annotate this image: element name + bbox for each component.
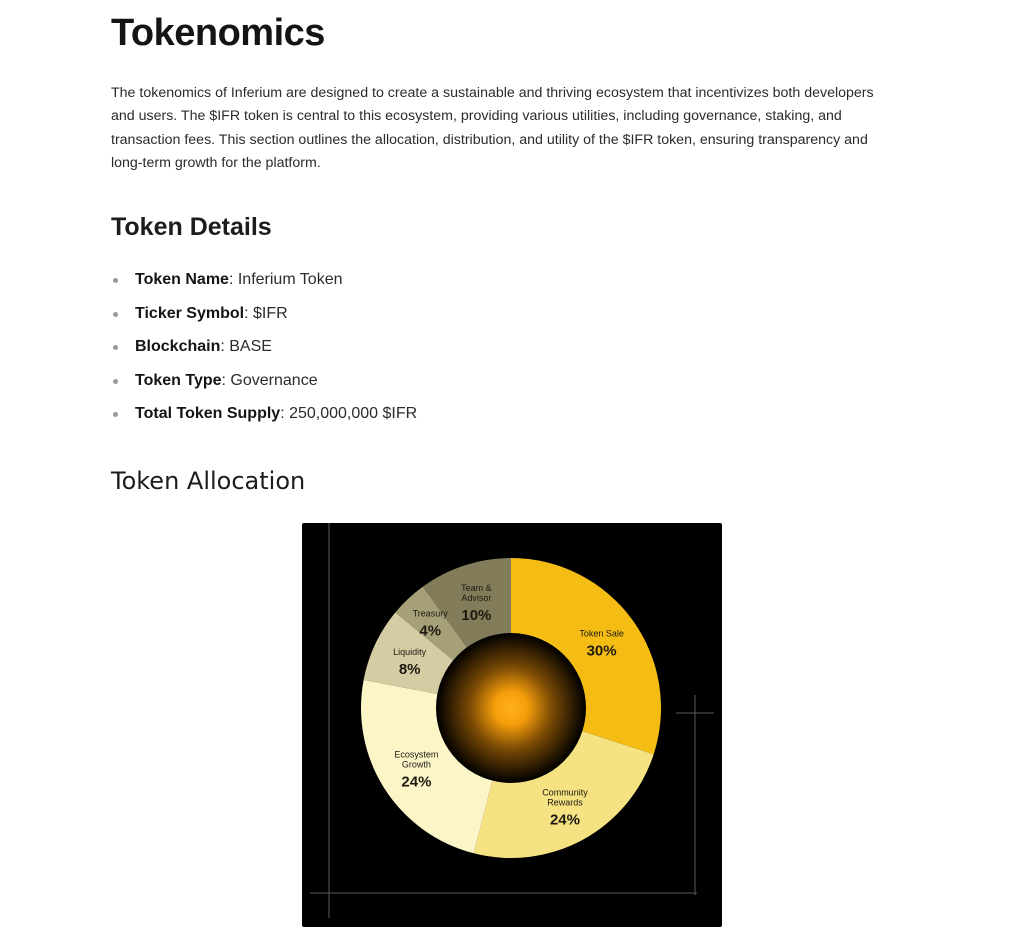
detail-label: Token Type [135, 371, 222, 389]
detail-value: 250,000,000 $IFR [289, 405, 418, 422]
list-item: Ticker Symbol: $IFR [111, 300, 417, 334]
slice-value-label: 10% [461, 606, 492, 624]
slice-value-label: 24% [549, 811, 580, 829]
slice-value-label: 4% [419, 622, 442, 640]
detail-label: Ticker Symbol [135, 304, 245, 322]
slice-category-label: Liquidity [393, 646, 427, 657]
allocation-chart [302, 523, 722, 927]
detail-value: $IFR [252, 304, 288, 322]
bullet-icon [113, 412, 118, 417]
slice-category-label: Rewards [547, 797, 583, 808]
bullet-icon [113, 379, 118, 384]
detail-value: BASE [229, 338, 272, 355]
slice-category-label: Growth [401, 759, 431, 770]
token-details-list [111, 266, 417, 434]
detail-value: Inferium Token [237, 271, 343, 288]
detail-value: Governance [230, 371, 318, 389]
slice-category-label: Ecosystem [394, 749, 439, 760]
allocation-donut-chart [302, 523, 722, 927]
intro-paragraph: The tokenomics of Inferium are designed to create a sustainable and thriving ecosystem that incentivizes both developers and users. The $IFR token is central to this ecosystem, providing various utilities, including governance, staking, and transaction fees. This section outlines the allocation, distribution, and utility of the $IFR token, ensuring transparency and long-term growth for the platform. [111, 85, 874, 171]
page-title: Tokenomics [111, 12, 325, 54]
list-item: Token Type: Governance [111, 367, 417, 401]
slice-category-label: Token Sale [579, 628, 624, 639]
list-item: Token Name: Inferium Token [111, 266, 417, 300]
list-item: Total Token Supply: 250,000,000 $IFR [111, 400, 417, 434]
detail-label: Token Name [135, 271, 229, 288]
slice-value-label: 24% [401, 773, 432, 791]
token-details-heading: Token Details [111, 213, 272, 241]
detail-label: Blockchain [135, 338, 221, 355]
list-item: Blockchain: BASE [111, 333, 417, 367]
slice-category-label: Treasury [412, 608, 448, 619]
slice-value-label: 8% [398, 660, 421, 678]
slice-category-label: Advisor [461, 592, 492, 603]
detail-label: Total Token Supply [135, 405, 281, 422]
bullet-icon [113, 278, 118, 283]
slice-category-label: Team & [461, 582, 492, 593]
bullet-icon [113, 312, 118, 317]
center-glow [436, 633, 586, 783]
slice-category-label: Community [542, 787, 588, 798]
token-allocation-heading: Token Allocation [111, 467, 306, 495]
slice-value-label: 30% [586, 642, 617, 660]
bullet-icon [113, 345, 118, 350]
